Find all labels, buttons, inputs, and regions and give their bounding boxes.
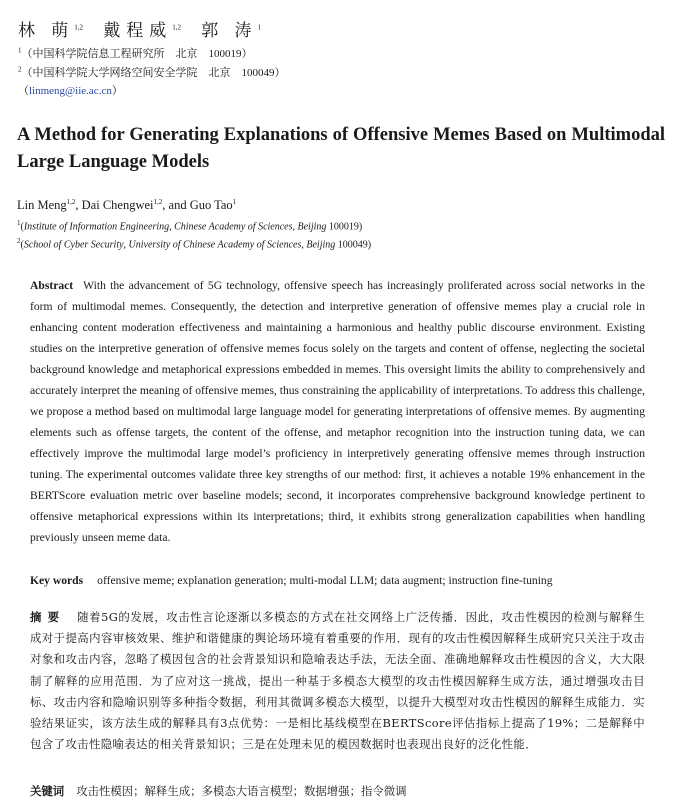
paper-title: A Method for Generating Explanations of Offensive Memes Based on Multimodal Large Language Models	[17, 125, 665, 172]
chinese-keywords	[30, 783, 650, 799]
cn-author-1: 林 萌$^{1,2}$	[18, 21, 83, 40]
cn-author-1-sup: 1,2	[74, 23, 83, 32]
cn-abstract-label: 摘要	[30, 610, 66, 624]
abstract-label: Abstract	[30, 279, 74, 292]
cn-keywords-label: 关键词	[30, 784, 65, 798]
cn-keywords-text: 攻击性模因；解释生成；多模态大语言模型；数据增强；指令微调	[76, 784, 407, 798]
cn-author-2: 戴程威$^{1,2}$	[103, 21, 181, 40]
cn-author-2-sup: 1,2	[172, 23, 181, 32]
cn-author-3-sup: 1	[257, 23, 261, 32]
keywords-text: offensive meme; explanation generation; multi-modal LLM; data augment; instruction fine-tuning	[97, 574, 553, 587]
english-abstract	[30, 275, 645, 548]
cn-affiliation-2: $^2$（中国科学院大学网络空间安全学院 北京 100049）	[18, 65, 286, 79]
cn-author-list	[18, 16, 271, 41]
chinese-abstract	[30, 607, 645, 755]
email-link[interactable]: linmeng@iie.ac.cn	[29, 85, 112, 97]
contact-email-line: （linmeng@iie.ac.cn）	[18, 85, 123, 97]
english-keywords	[30, 574, 650, 587]
cn-author-3: 郭 涛$^1$	[201, 21, 261, 40]
keywords-label: Key words	[30, 574, 84, 587]
cn-abstract-text: 随着5G的发展，攻击性言论逐渐以多模态的方式在社交网络上广泛传播．因此，攻击性模因的检测与解释生成对于提高内容审核效果、维护和谐健康的舆论场环境有着重要的作用．现有的攻击性模因解释生成研究只关注于攻击对象和攻击内容，忽略了模因包含的社会背景知识和隐喻表达手法，无法全面、准确地解释攻击性模因的含义，大大限制了解释的应用范围．为了应对这一挑战，提出一种基于多模态大模型的攻击性模因解释生成方法，通过增强攻击目标、攻击内容和隐喻识别等多种指令数据，利用其微调多模态大模型，以提升大模型对攻击性模因的解释生成能力．实验结果证实，该方法生成的解释具有3点优势：一是相比基线模型在BERTScore评估指标上提高了19%；二是解释中包含了攻击性隐喻表达的相关背景知识；三是在处理未见的模因数据时也表现出良好的泛化性能．	[30, 610, 645, 752]
en-affiliation-1: $^1$(Institute of Information Engineering, Chinese Academy of Sciences, Beijing 100019)	[17, 219, 363, 233]
cn-affiliation-1: $^1$（中国科学院信息工程研究所 北京 100019）	[18, 46, 253, 60]
en-author-list: Lin Meng$^{1,2}$, Dai Chengwei$^{1,2}$, and Guo Tao$^1$	[17, 198, 237, 213]
en-affiliation-2: $^2$(School of Cyber Security, University of Chinese Academy of Sciences, Beijing 100049)	[17, 237, 372, 251]
abstract-text: With the advancement of 5G technology, offensive speech has increasingly proliferated across social networks in the form of multimodal memes. Consequently, the detection and interpretive generation of offensive memes play a crucial role in enhancing content moderation effectiveness and maintaining a harmonious and healthy public discourse environment. Existing studies on the interpretive generation of offensive memes focus solely on the targets and content of offense, neglecting the societal background knowledge and metaphorical expressions embedded in memes. This oversight limits the ability to comprehensively and accurately interpret the meaning of offensive memes, thus constraining the applicability of interpretations. To address this challenge, we propose a method based on multimodal large language model for generating interpretations of offensive memes. By augmenting elements such as offense targets, the content of the offense, and metaphor recognition into the instruction tuning data, we can effectively improve the multimodal large model’s proficiency in interpretively generating offensive memes through instruction tuning. The experimental outcomes validate three key strengths of our method: first, it achieves a notable 19% enhancement in the BERTScore evaluation metric over baseline models; second, it incorporates comprehensive background knowledge pertinent to offensive metaphorical expressions within its interpretations; third, it exhibits strong generalization capabilities when handling previously unseen meme data.	[30, 279, 645, 544]
